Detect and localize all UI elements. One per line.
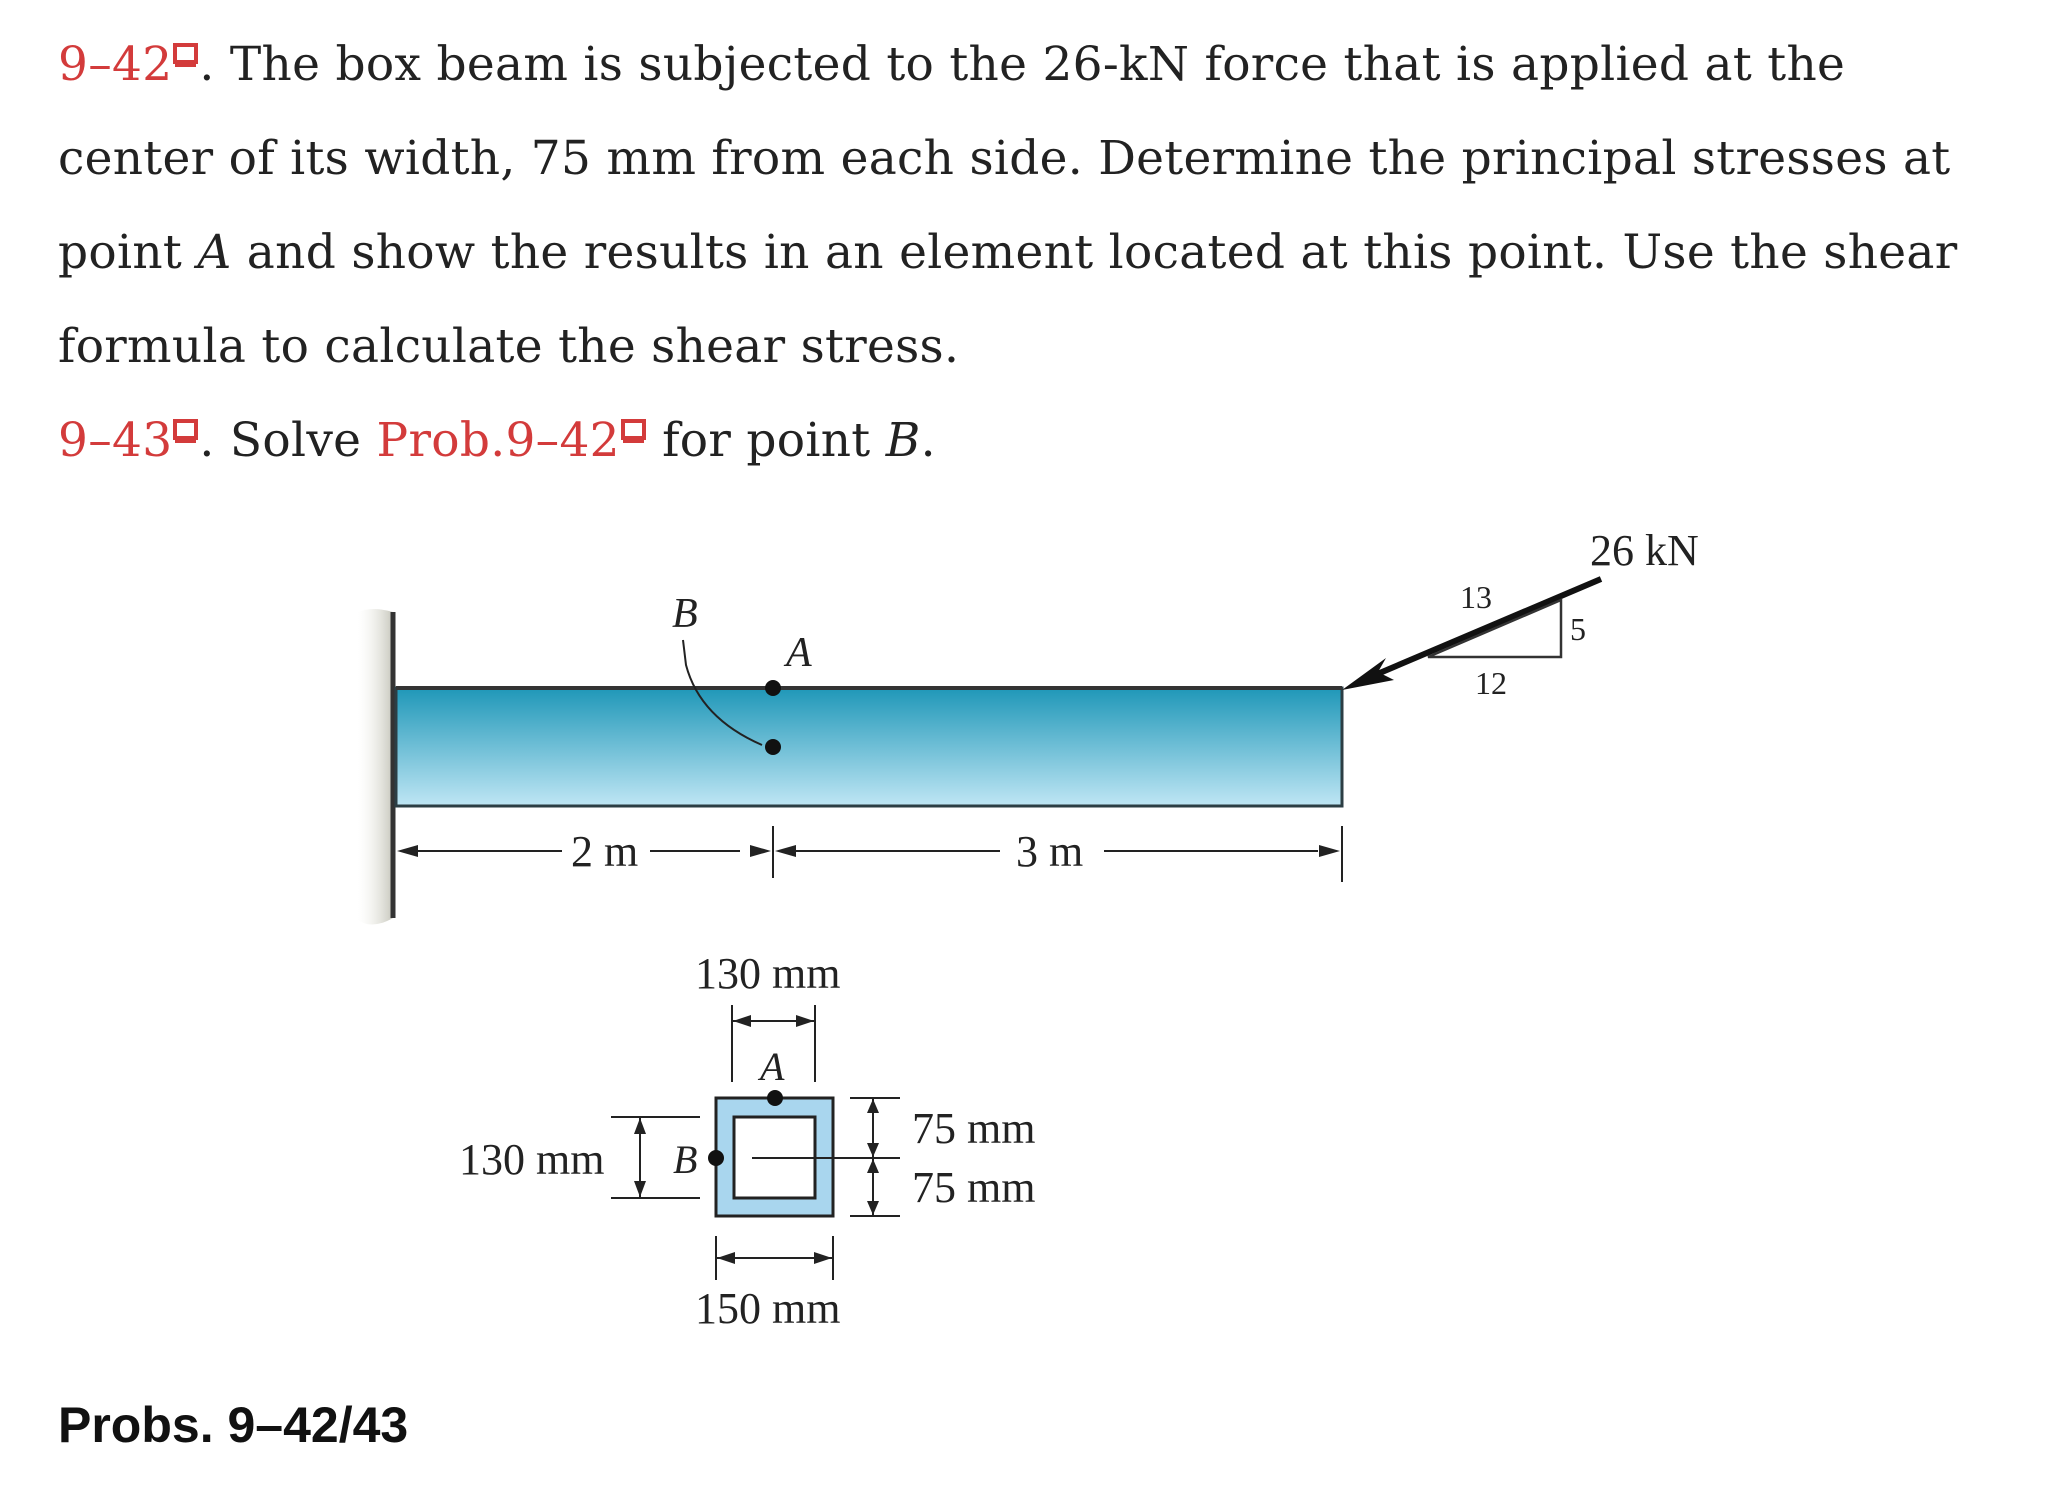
point-b-dot xyxy=(765,739,781,755)
beam xyxy=(396,688,1342,806)
problem-text-part3: . xyxy=(920,413,936,468)
section-point-a-dot xyxy=(767,1090,783,1106)
applied-force xyxy=(1342,526,1699,690)
figure-caption: Probs. 9–42/43 xyxy=(58,1397,409,1453)
section-top-dim-label: 130 mm xyxy=(695,949,841,998)
problem-number-link[interactable]: 9–43 xyxy=(58,413,173,468)
problem-text-part2: for point xyxy=(646,413,886,468)
slope-horiz-label: 12 xyxy=(1475,665,1507,701)
section-point-b-dot xyxy=(708,1150,724,1166)
wall-support xyxy=(358,609,393,925)
section-bottom-dim-label: 150 mm xyxy=(695,1284,841,1333)
section-right-dim-label-1: 75 mm xyxy=(912,1104,1036,1153)
point-a-ref: A xyxy=(197,225,232,280)
slope-hyp-label: 13 xyxy=(1460,579,1492,615)
slope-vert-label: 5 xyxy=(1570,611,1586,647)
force-label: 26 kN xyxy=(1590,526,1699,575)
section-point-b-label: B xyxy=(673,1137,698,1182)
cross-section xyxy=(459,949,1035,1333)
point-b-label: B xyxy=(672,591,698,637)
force-arrowhead xyxy=(1342,658,1394,690)
section-right-dim-label-2: 75 mm xyxy=(912,1163,1036,1212)
problem-ref-link[interactable]: Prob.9–42 xyxy=(376,413,620,468)
problem-text-part2: and show the results in an element located at this point. Use the shear formula to calculate the shear stress. xyxy=(58,225,1958,374)
point-a-dot xyxy=(765,680,781,696)
point-a-label: A xyxy=(786,630,812,676)
dim-left-label: 2 m xyxy=(571,827,639,876)
dim-right-label: 3 m xyxy=(1016,827,1084,876)
length-dimension xyxy=(397,826,1342,882)
problem-text-part1: . Solve xyxy=(199,413,377,468)
section-left-dim-label: 130 mm xyxy=(459,1135,605,1184)
problem-text-part1: . The box beam is subjected to the 26-kN force that is applied at the center of its width, 75 mm from each side. Determine the principal stresses at point xyxy=(58,37,1951,280)
section-point-a-label: A xyxy=(760,1044,785,1089)
point-b-ref: B xyxy=(885,413,921,468)
problem-number-link[interactable]: 9–42 xyxy=(58,37,173,92)
